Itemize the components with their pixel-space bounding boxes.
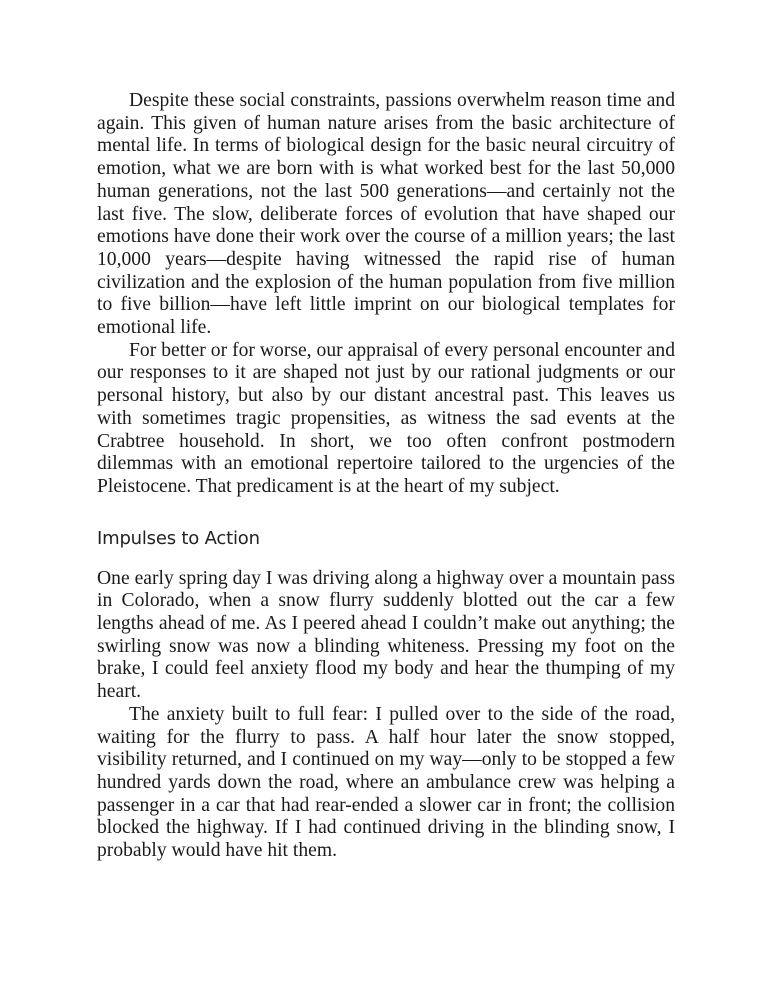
section-heading: Impulses to Action — [97, 527, 260, 549]
body-paragraph: For better or for worse, our appraisal of every personal encounter and our responses to it are shaped not just by our rational judgments or our personal history, but also by our distant ancestral past. This leaves us with sometimes tragic propensities, as witness the sad events at the Crabtree household. In short, we too often confront postmodern dilemmas with an emotional repertoire tailored to the urgencies of the Pleistocene. That predicament is at the heart of my subject. — [97, 339, 675, 497]
document-page — [97, 90, 675, 863]
body-paragraph: The anxiety built to full fear: I pulled over to the side of the road, waiting for the flurry to pass. A half hour later the snow stopped, visibility returned, and I continued on my way—only to be stopped a few hundred yards down the road, where an ambulance crew was helping a passenger in a car that had rear-ended a slower car in front; the collision blocked the highway. If I had continued driving in the blinding snow, I probably would have hit them. — [97, 703, 675, 862]
body-paragraph: One early spring day I was driving along a highway over a mountain pass in Colorado, when a snow flurry suddenly blotted out the car a few lengths ahead of me. As I peered ahead I couldn’t make out anything; the swirling snow was now a blinding whiteness. Pressing my foot on the brake, I could feel anxiety flood my body and hear the thumping of my heart. — [97, 567, 675, 703]
body-paragraph: Despite these social constraints, passions overwhelm reason time and again. This given of human nature arises from the basic architecture of mental life. In terms of biological design for the basic neural circuitry of emotion, what we are born with is what worked best for the last 50,000 human generations, not the last 500 generations—and certainly not the last five. The slow, deliberate forces of evolution that have shaped our emotions have done their work over the course of a million years; the last 10,000 years—despite having witnessed the rapid rise of human civilization and the explosion of the human population from five million to five billion—have left little imprint on our biological templates for emotional life. — [97, 90, 675, 339]
